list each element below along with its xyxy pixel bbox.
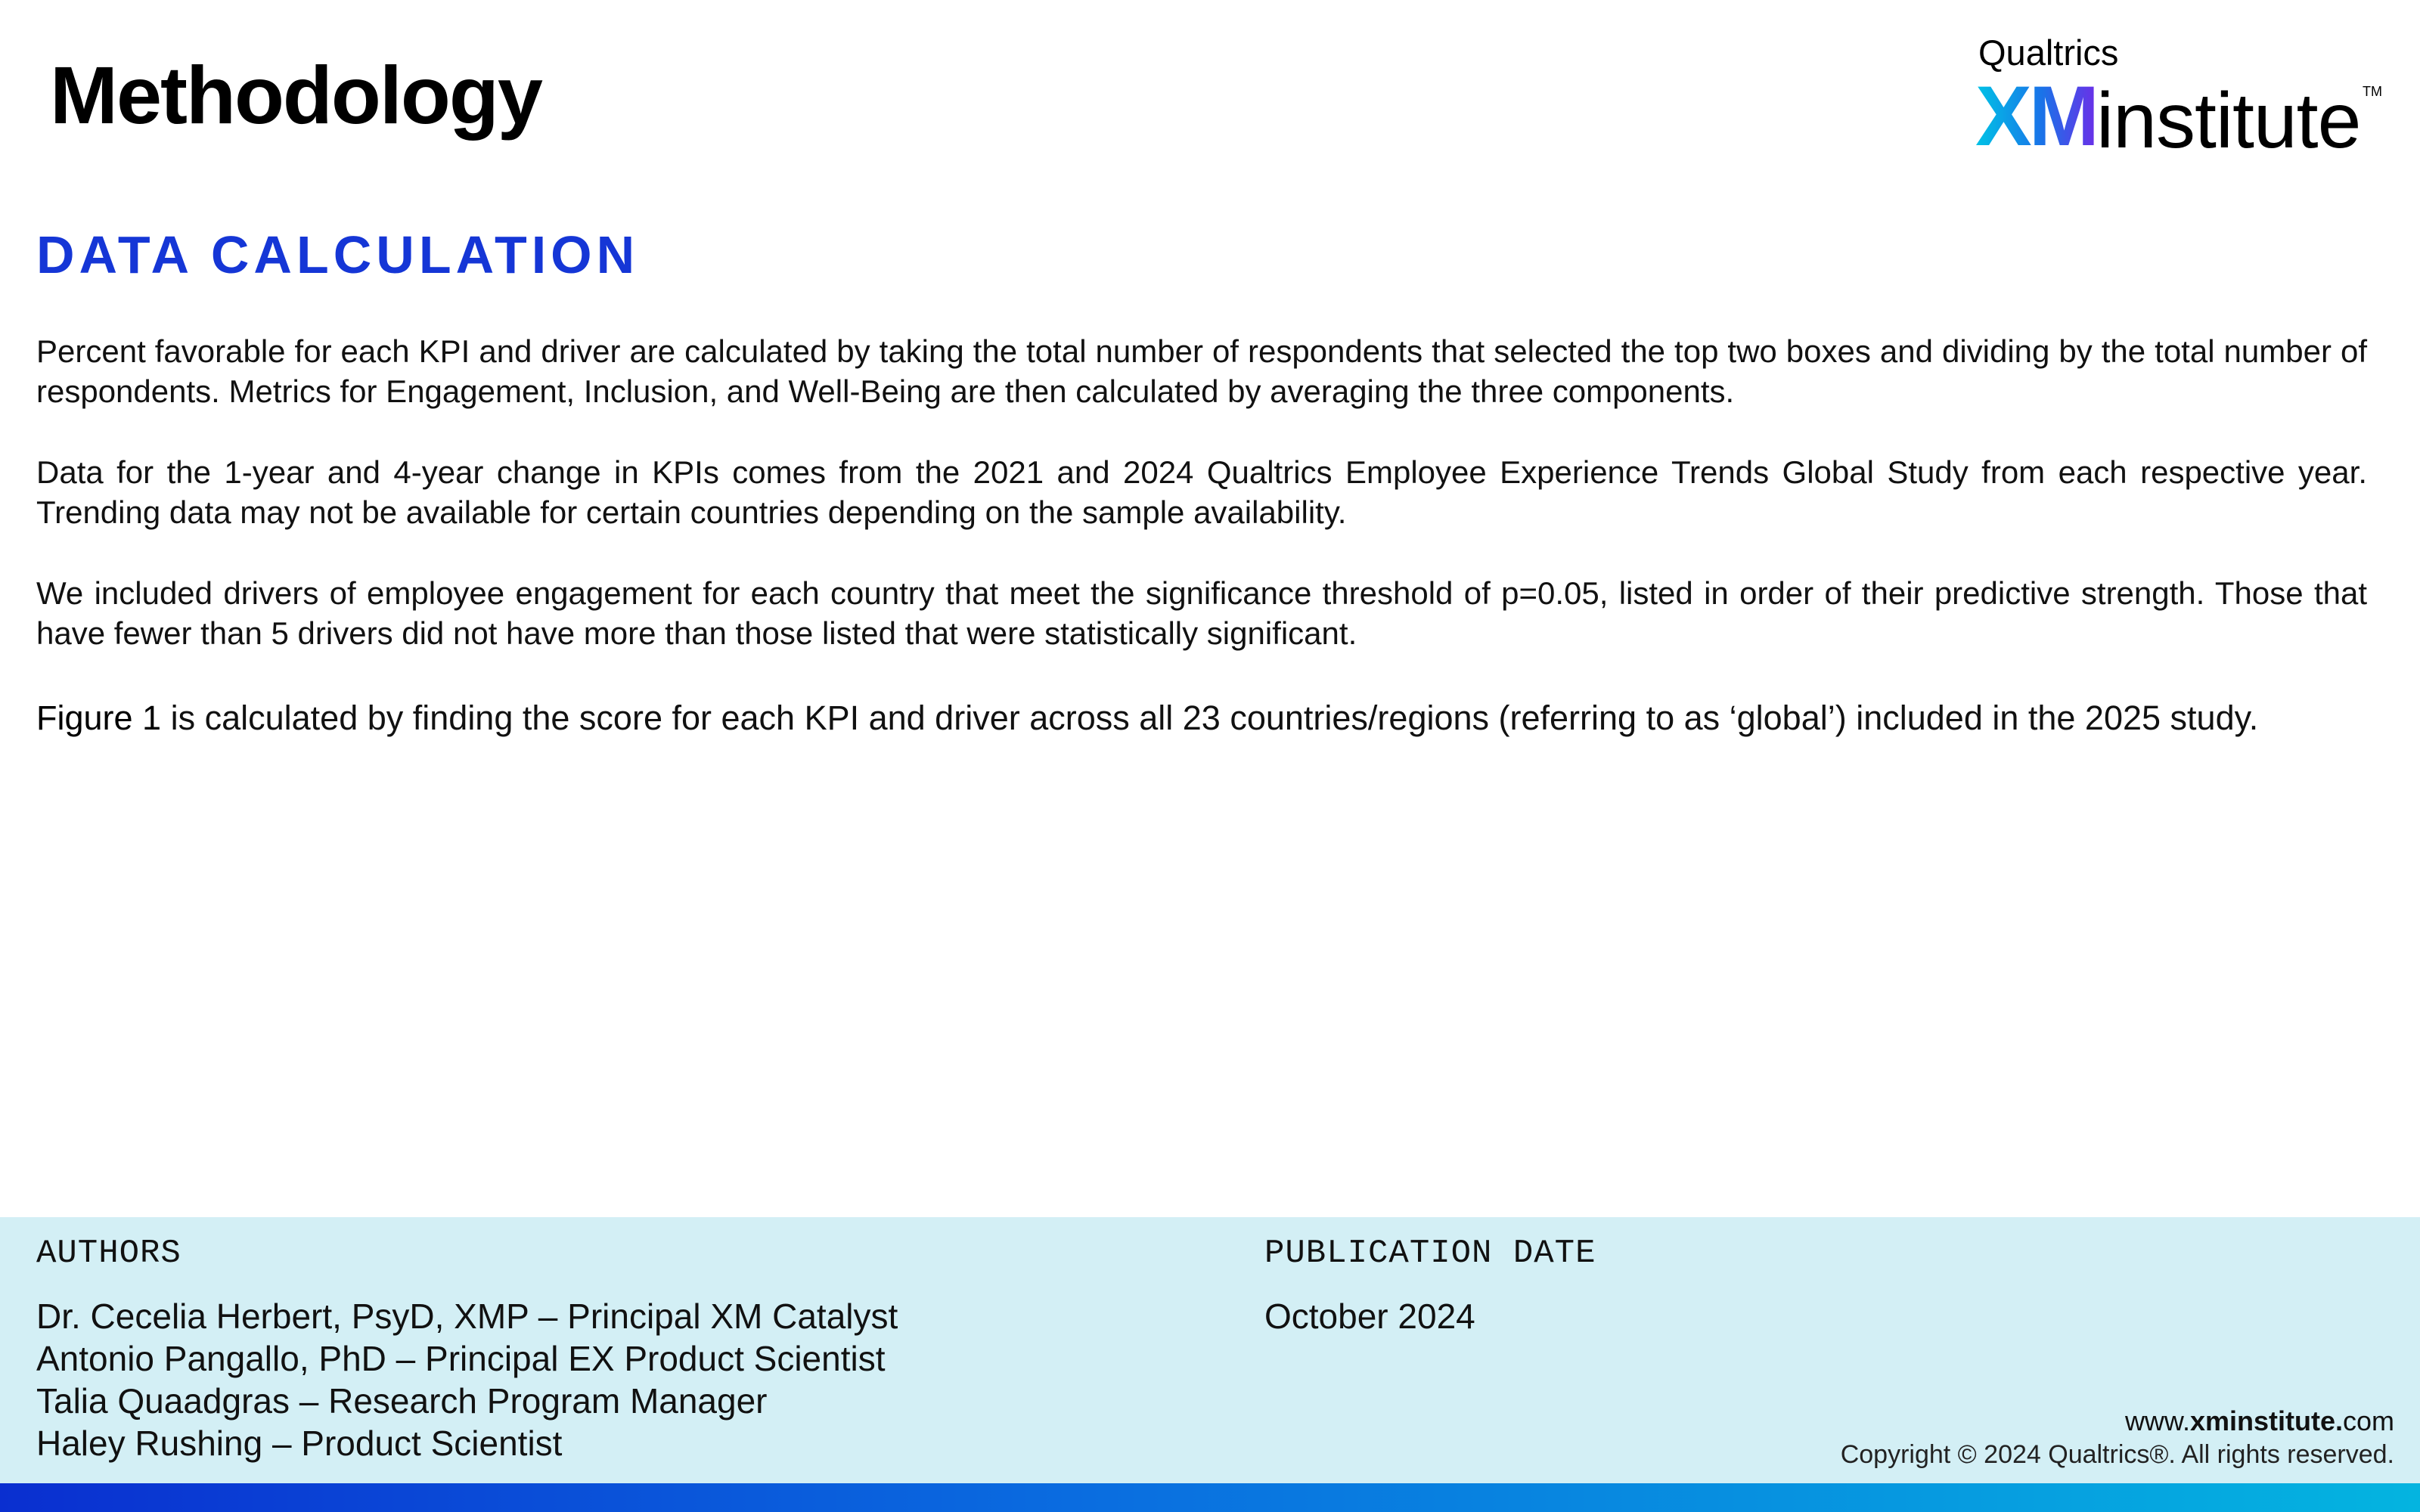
url-domain: xminstitute. — [2189, 1405, 2343, 1436]
section-heading: DATA CALCULATION — [36, 225, 640, 284]
page-title: Methodology — [50, 49, 541, 141]
logo-brand-text: Qualtrics — [1978, 33, 2119, 73]
figure-note-text: is calculated by finding the score for each KPI and driver across all 23 countries/regions (referring to as ‘global’) included in the 2025 study. — [161, 699, 2259, 737]
logo-institute-text: institute — [2096, 77, 2361, 165]
logo-trademark: TM — [2363, 84, 2382, 99]
author-line: Haley Rushing – Product Scientist — [36, 1424, 563, 1463]
url-prefix: www. — [2124, 1405, 2190, 1436]
authors-list — [36, 1295, 898, 1464]
author-line: Antonio Pangallo, PhD – Principal EX Product Scientist — [36, 1339, 886, 1378]
author-line: Dr. Cecelia Herbert, PsyD, XMP – Principal XM Catalyst — [36, 1297, 898, 1336]
publication-date-label: PUBLICATION DATE — [1264, 1235, 1596, 1272]
bottom-gradient-bar — [0, 1483, 2420, 1512]
figure-reference-link[interactable]: Figure 1 — [36, 699, 162, 737]
paragraph-drivers: We included drivers of employee engagement for each country that meet the significance threshold of p=0.05, listed in order of their predictive strength. Those that have fewer than 5 drivers did not have more than those listed that were statistically significant. — [36, 575, 2367, 651]
paragraph-trend-data: Data for the 1-year and 4-year change in KPIs comes from the 2021 and 2024 Qualtrics Employee Experience Trends Global Study from each respective year. Trending data may not be available for certain countries depending on the sample availability. — [36, 454, 2367, 530]
url-suffix: com — [2342, 1405, 2394, 1436]
copyright-notice: Copyright © 2024 Qualtrics®. All rights reserved. — [1840, 1440, 2394, 1469]
xm-institute-logo — [1975, 30, 2384, 165]
paragraph-percent-favorable: Percent favorable for each KPI and driver are calculated by taking the total number of respondents that selected the top two boxes and dividing by the total number of respondents. Metrics for Engagement, Inclusion, and Well-Being are then calculated by averaging the three components. — [36, 333, 2367, 409]
publication-date: October 2024 — [1264, 1297, 1475, 1336]
paragraph-figure-note — [36, 697, 2258, 739]
authors-label: AUTHORS — [36, 1235, 182, 1272]
website-link[interactable] — [2124, 1405, 2394, 1436]
author-line: Talia Quaadgras – Research Program Manager — [36, 1381, 768, 1421]
logo-xm-mark: XM — [1975, 69, 2096, 163]
